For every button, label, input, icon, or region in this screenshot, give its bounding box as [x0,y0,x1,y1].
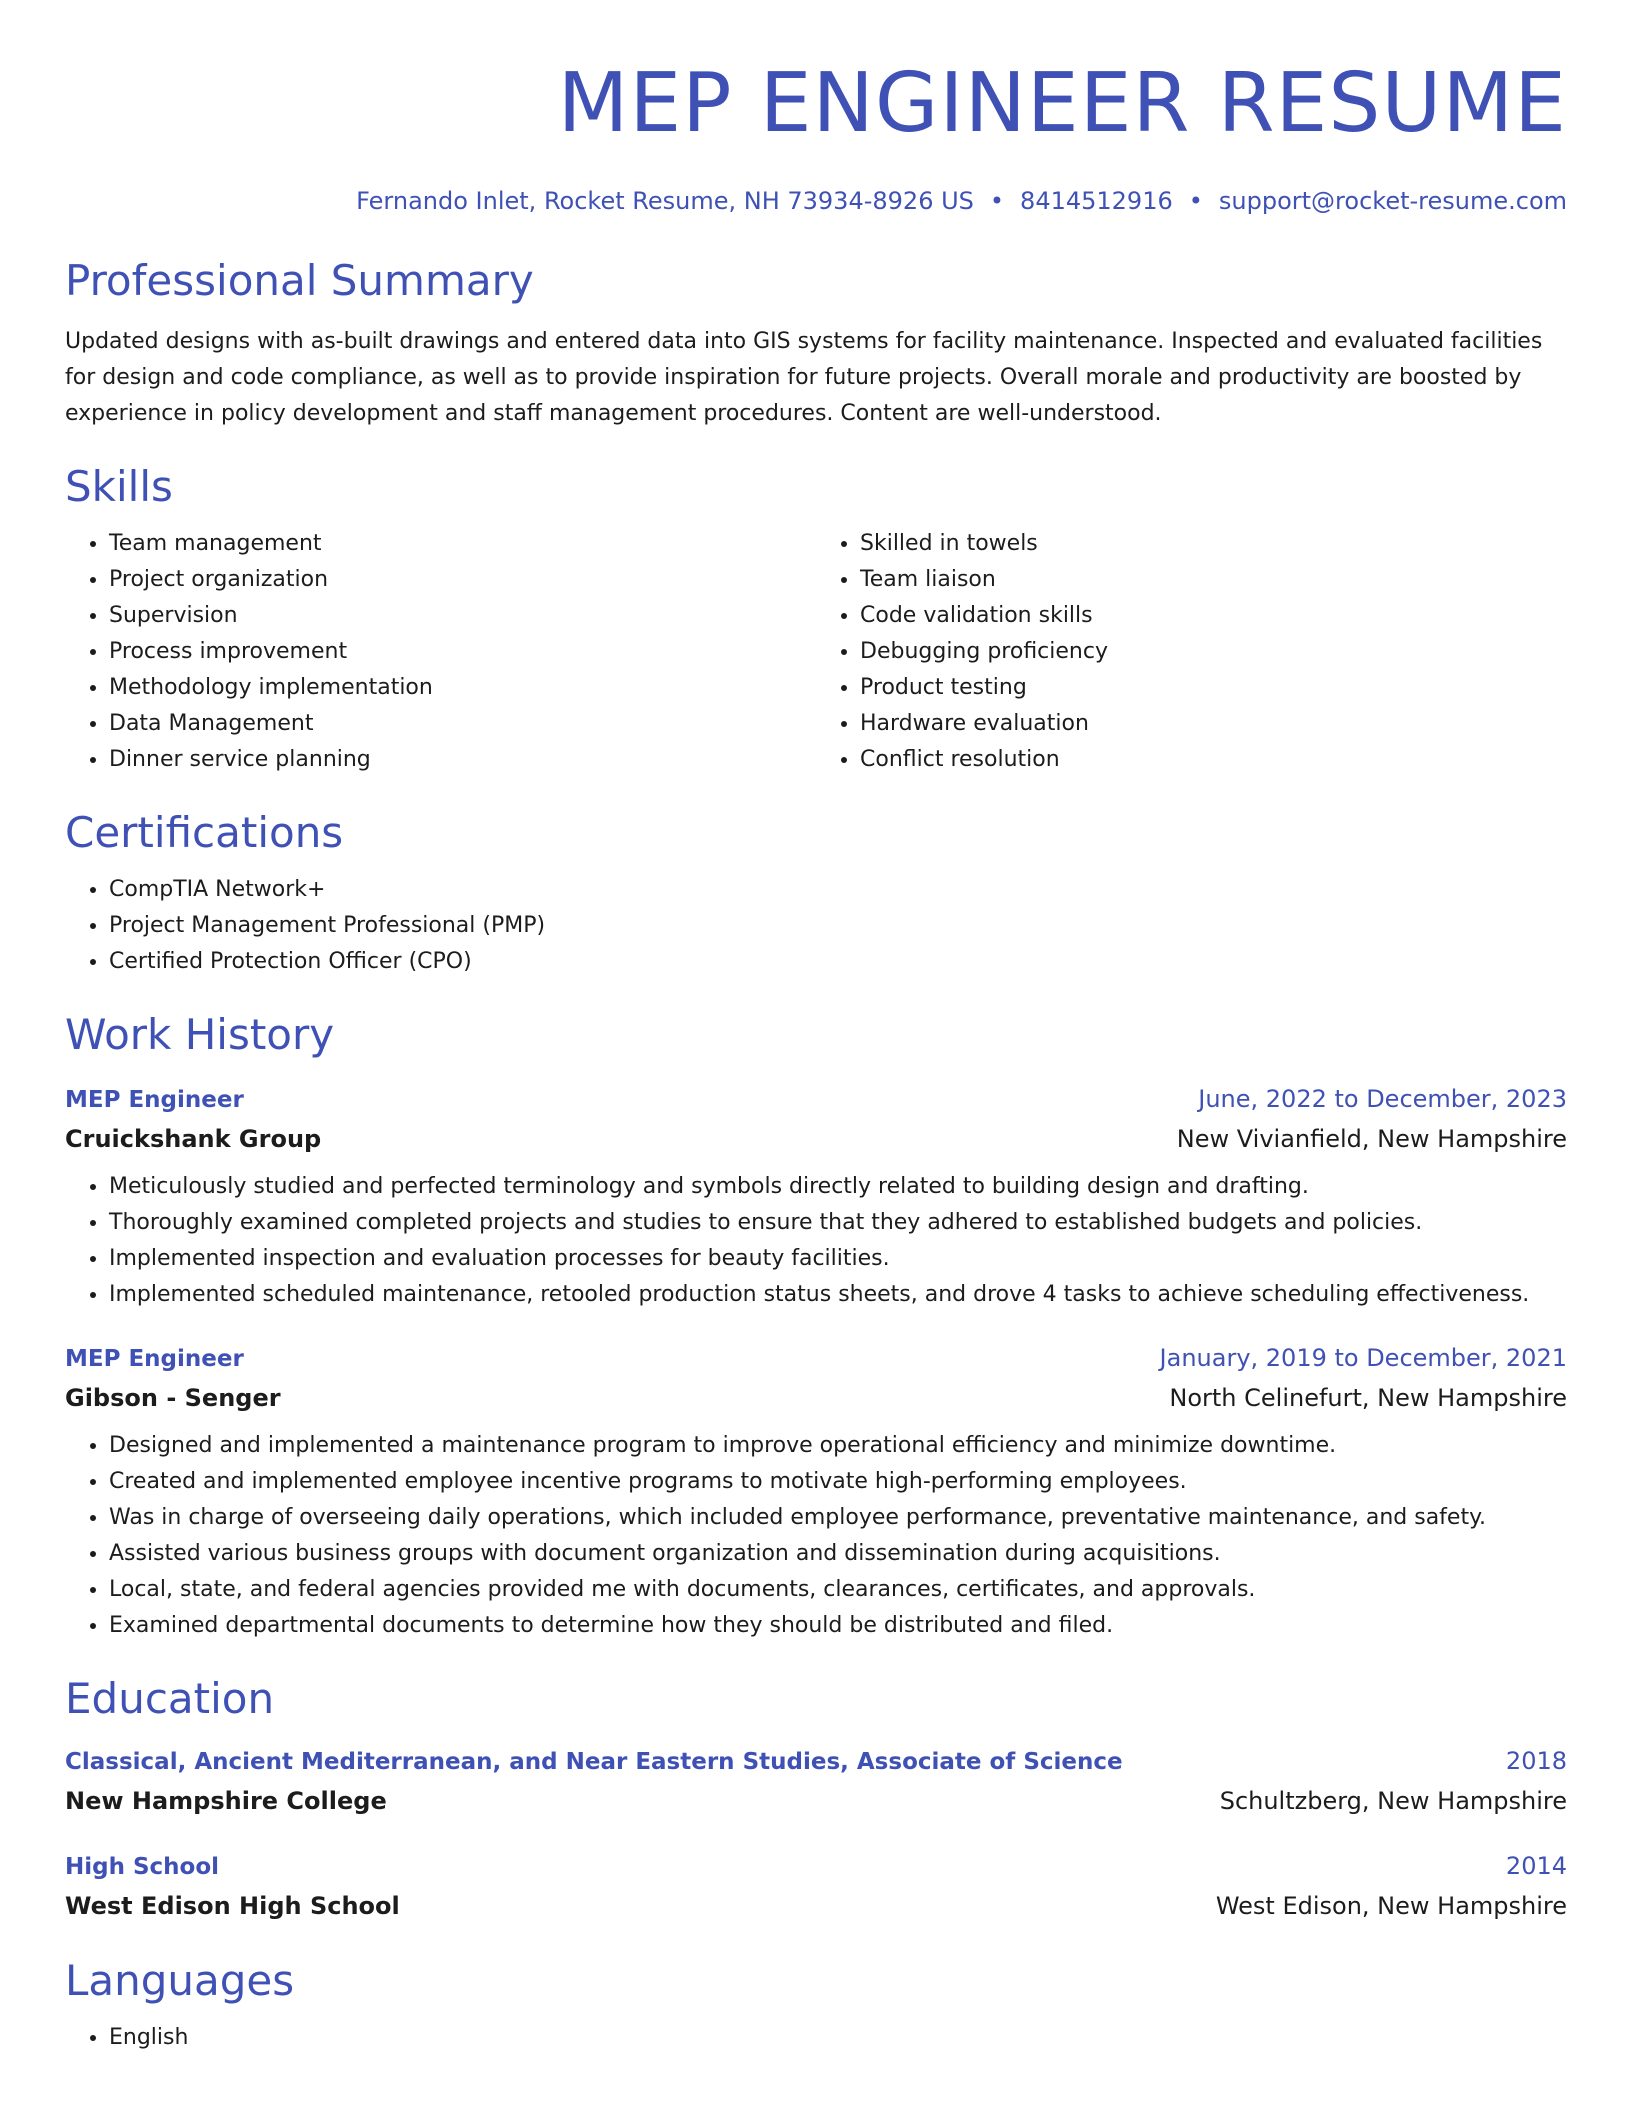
job-bullet: • Designed and implemented a maintenance program to improve operational efficiency and minimize downtime. [109,1428,1567,1464]
job-bullet: • Meticulously studied and perfected terminology and symbols directly related to building design and drafting. [109,1169,1567,1205]
job-dates: June, 2022 to December, 2023 [1198,1085,1567,1113]
education-location: West Edison, New Hampshire [1215,1892,1567,1920]
certifications-list [65,872,1567,980]
job-bullet: • Implemented inspection and evaluation processes for beauty facilities. [109,1241,1567,1277]
certifications-section [65,808,1567,980]
skill-item: • Hardware evaluation [860,706,1567,742]
job-subheader [65,1378,1567,1418]
education-header [65,1742,1567,1781]
skill-item: • Supervision [109,598,816,634]
job-entry [65,1080,1567,1313]
language-item: • English [109,2020,1567,2056]
education-location: Schultzberg, New Hampshire [1219,1787,1567,1815]
skill-item: • Debugging proficiency [860,634,1567,670]
skills-heading: Skills [65,462,173,511]
certification-item: • CompTIA Network+ [109,872,1567,908]
job-entry [65,1339,1567,1644]
education-school: New Hampshire College [65,1787,387,1815]
job-bullets [65,1169,1567,1313]
education-subheader [65,1886,1567,1926]
resume-title: MEP ENGINEER RESUME [557,56,1567,151]
skill-item: • Team management [109,526,816,562]
contact-separator: • [1188,187,1203,215]
education-school: West Edison High School [65,1892,400,1920]
job-bullet: • Was in charge of overseeing daily operations, which included employee performance, preventative maintenance, and safety. [109,1500,1567,1536]
job-dates: January, 2019 to December, 2021 [1159,1344,1567,1372]
summary-text: Updated designs with as-built drawings and entered data into GIS systems for facility maintenance. Inspected and evaluated facilities for design and code compliance, as well as to provide inspiration for future projects. Overall morale and productivity are boosted by experience in policy development and staff management procedures. Content are well-understood. [65,329,1543,426]
skills-list-right [816,526,1567,778]
skills-columns [65,512,1567,778]
languages-section [65,1956,1567,2056]
education-entry [65,1742,1567,1821]
job-location: New Vivianfield, New Hampshire [1176,1125,1567,1153]
education-header [65,1847,1567,1886]
job-bullet: • Implemented scheduled maintenance, retooled production status sheets, and drove 4 tasks to achieve scheduling effectiveness. [109,1277,1567,1313]
job-company: Cruickshank Group [65,1125,322,1153]
skill-item: • Process improvement [109,634,816,670]
work-history-heading: Work History [65,1010,335,1059]
job-bullets [65,1428,1567,1644]
job-header [65,1339,1567,1378]
summary-heading: Professional Summary [65,256,534,305]
job-role: MEP Engineer [65,1346,244,1372]
skill-item: • Product testing [860,670,1567,706]
job-bullet: • Examined departmental documents to determine how they should be distributed and filed. [109,1608,1567,1644]
job-location: North Celinefurt, New Hampshire [1169,1384,1567,1412]
certification-item: • Project Management Professional (PMP) [109,908,1567,944]
education-year: 2018 [1505,1747,1567,1775]
education-subheader [65,1781,1567,1821]
job-company: Gibson - Senger [65,1384,281,1412]
work-history-section [65,1010,1567,1644]
contact-separator: • [989,187,1005,215]
job-subheader [65,1119,1567,1159]
skill-item: • Project organization [109,562,816,598]
certifications-heading: Certifications [65,808,344,857]
education-entry [65,1847,1567,1926]
certification-item: • Certified Protection Officer (CPO) [109,944,1567,980]
contact-email[interactable]: support@rocket-resume.com [1218,187,1567,215]
job-bullet: • Thoroughly examined completed projects and studies to ensure that they adhered to established budgets and policies. [109,1205,1567,1241]
education-degree: Classical, Ancient Mediterranean, and Near Eastern Studies, Associate of Science [65,1749,1123,1775]
education-degree: High School [65,1854,220,1880]
skill-item: • Dinner service planning [109,742,816,778]
skill-item: • Code validation skills [860,598,1567,634]
skills-list-left [65,526,816,778]
contact-address: Fernando Inlet, Rocket Resume, NH 73934-8926 US [356,187,974,215]
languages-list [65,2020,1567,2056]
job-header [65,1080,1567,1119]
job-bullet: • Local, state, and federal agencies provided me with documents, clearances, certificates, and approvals. [109,1572,1567,1608]
languages-heading: Languages [65,1956,295,2005]
skill-item: • Conflict resolution [860,742,1567,778]
education-heading: Education [65,1674,275,1723]
skill-item: • Team liaison [860,562,1567,598]
job-bullet: • Created and implemented employee incentive programs to motivate high-performing employees. [109,1464,1567,1500]
skill-item: • Data Management [109,706,816,742]
contact-phone: 8414512916 [1020,187,1173,215]
education-year: 2014 [1505,1852,1567,1880]
skills-section [65,462,1567,778]
job-role: MEP Engineer [65,1087,244,1113]
job-bullet: • Assisted various business groups with document organization and dissemination during acquisitions. [109,1536,1567,1572]
skill-item: • Skilled in towels [860,526,1567,562]
skill-item: • Methodology implementation [109,670,816,706]
education-section [65,1674,1567,1926]
contact-line [65,186,1567,216]
